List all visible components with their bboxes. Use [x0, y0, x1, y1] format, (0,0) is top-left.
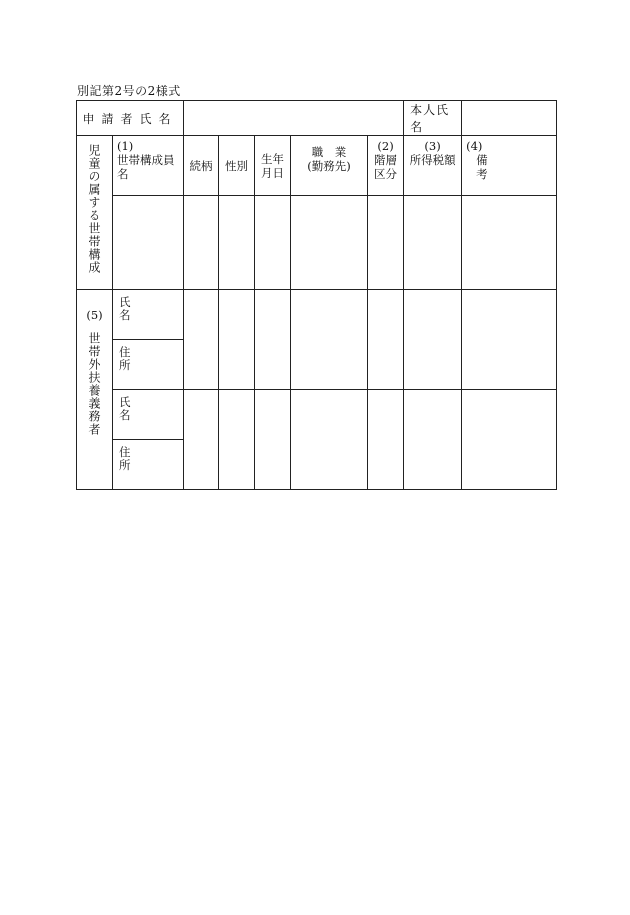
supporter-1-gender-field[interactable]: [219, 290, 255, 390]
applicant-name-label: 申請者氏名: [77, 101, 184, 136]
supporter-1-class-field[interactable]: [368, 290, 404, 390]
supporter-2-address-label: 住所: [113, 440, 184, 490]
household-side-label-cell: [77, 136, 113, 290]
supporter-side-label: 世帯外扶養義務者: [87, 332, 101, 436]
self-name-label: 本人氏名: [404, 101, 462, 136]
supporter-1-income-tax-field[interactable]: [404, 290, 462, 390]
supporter-side-label-cell: (5) 世帯外扶養義務者: [77, 290, 113, 490]
supporter-1-address-label: 住所: [113, 340, 184, 390]
household-side-label: 児童の属する世帯構成: [87, 144, 101, 274]
applicant-name-field[interactable]: [184, 101, 404, 136]
supporter-2-remarks-field[interactable]: [462, 390, 557, 490]
self-name-field[interactable]: [462, 101, 557, 136]
supporter-1-remarks-field[interactable]: [462, 290, 557, 390]
col-birthdate: 生年月日: [255, 136, 291, 196]
col-income-tax: (3) 所得税額: [404, 136, 462, 196]
col-remarks: (4) 備 考: [462, 136, 557, 196]
household-class-field[interactable]: [368, 196, 404, 290]
household-income-tax-field[interactable]: [404, 196, 462, 290]
supporter-2-class-field[interactable]: [368, 390, 404, 490]
supporter-2-name-label: 氏名: [113, 390, 184, 440]
col-class: (2) 階層区分: [368, 136, 404, 196]
household-occupation-field[interactable]: [291, 196, 368, 290]
col-occupation: 職 業 (勤務先): [291, 136, 368, 196]
supporter-1-relation-field[interactable]: [184, 290, 219, 390]
col-relation: 続柄: [184, 136, 219, 196]
supporter-2-birthdate-field[interactable]: [255, 390, 291, 490]
supporter-1-occupation-field[interactable]: [291, 290, 368, 390]
household-remarks-field[interactable]: [462, 196, 557, 290]
household-birthdate-field[interactable]: [255, 196, 291, 290]
col-member-name: (1) 世帯構成員名: [113, 136, 184, 196]
col-gender: 性別: [219, 136, 255, 196]
supporter-1-name-label: 氏名: [113, 290, 184, 340]
form-title: 別記第2号の2様式: [77, 84, 181, 98]
supporter-2-income-tax-field[interactable]: [404, 390, 462, 490]
household-gender-field[interactable]: [219, 196, 255, 290]
supporter-2-gender-field[interactable]: [219, 390, 255, 490]
household-form-table: [76, 100, 580, 490]
supporter-2-occupation-field[interactable]: [291, 390, 368, 490]
supporter-2-relation-field[interactable]: [184, 390, 219, 490]
supporter-1-birthdate-field[interactable]: [255, 290, 291, 390]
household-member-name-field[interactable]: [113, 196, 184, 290]
household-relation-field[interactable]: [184, 196, 219, 290]
